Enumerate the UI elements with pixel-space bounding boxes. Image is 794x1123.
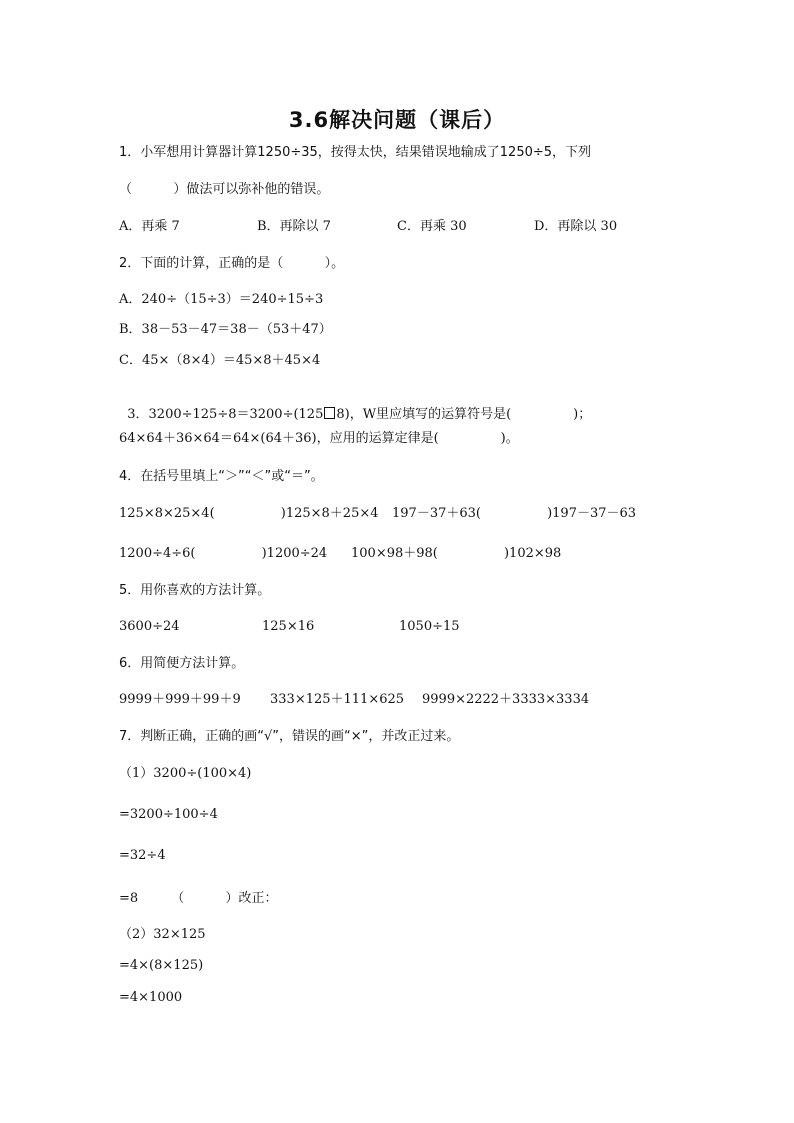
q3-line1 xyxy=(119,391,591,423)
q1-stem-line1: 1．小军想用计算器计算1250÷35，按得太快，结果错误地输成了1250÷5，下列 xyxy=(119,145,592,160)
q3-line1-part-a: 3．3200÷125÷8＝3200÷(125 xyxy=(127,407,324,422)
q3-line2: 64×64＋36×64＝64×(64＋36)，应用的运算定律是( )。 xyxy=(119,431,519,446)
q2-option-c: C．45×（8×4）＝45×8＋45×4 xyxy=(119,353,321,368)
q4-item-2: 197－37＋63( )197－37－63 xyxy=(392,506,637,521)
q5-item-3: 1050÷15 xyxy=(399,619,460,634)
blank-box-icon xyxy=(324,407,335,419)
page-title: 3.6解决问题（课后） xyxy=(288,108,506,132)
q1-option-b: B．再除以 7 xyxy=(257,219,331,234)
q7-part1-line2: =3200÷100÷4 xyxy=(119,807,218,822)
q2-option-b: B．38－53－47＝38－（53＋47） xyxy=(119,322,332,337)
q2-stem: 2．下面的计算，正确的是（ ）。 xyxy=(119,256,345,271)
q5-item-2: 125×16 xyxy=(262,619,315,634)
q7-part1-line4: =8 （ ）改正： xyxy=(119,891,278,906)
q6-item-3: 9999×2222＋3333×3334 xyxy=(422,692,590,707)
q7-part1-line1: （1）3200÷(100×4) xyxy=(119,766,252,781)
q7-part1-line3: =32÷4 xyxy=(119,848,166,863)
q7-part2-line3: =4×1000 xyxy=(119,990,183,1005)
q7-stem: 7．判断正确，正确的画“√”，错误的画“×”，并改正过来。 xyxy=(119,729,460,744)
q1-option-d: D．再除以 30 xyxy=(534,219,618,234)
q6-item-1: 9999＋999＋99＋9 xyxy=(119,692,241,707)
q5-stem: 5．用你喜欢的方法计算。 xyxy=(119,583,271,598)
q6-stem: 6．用简便方法计算。 xyxy=(119,656,245,671)
q1-stem-line2: （ ）做法可以弥补他的错误。 xyxy=(119,182,330,197)
q6-item-2: 333×125＋111×625 xyxy=(270,692,405,707)
q5-item-1: 3600÷24 xyxy=(119,619,180,634)
q4-item-4: 100×98＋98( )102×98 xyxy=(351,546,562,561)
q2-option-a: A．240÷（15÷3）＝240÷15÷3 xyxy=(119,292,324,307)
q7-part2-line2: =4×(8×125) xyxy=(119,958,204,973)
q1-option-c: C．再乘 30 xyxy=(397,219,467,234)
q3-line1-part-b: 8)，W里应填写的运算符号是( )； xyxy=(336,407,592,422)
q4-item-3: 1200÷4÷6( )1200÷24 xyxy=(119,546,328,561)
q4-stem: 4．在括号里填上“＞”“＜”或“＝”。 xyxy=(119,469,324,484)
q4-item-1: 125×8×25×4( )125×8＋25×4 xyxy=(119,506,379,521)
q1-option-a: A．再乘 7 xyxy=(119,219,180,234)
q7-part2-line1: （2）32×125 xyxy=(119,927,206,942)
